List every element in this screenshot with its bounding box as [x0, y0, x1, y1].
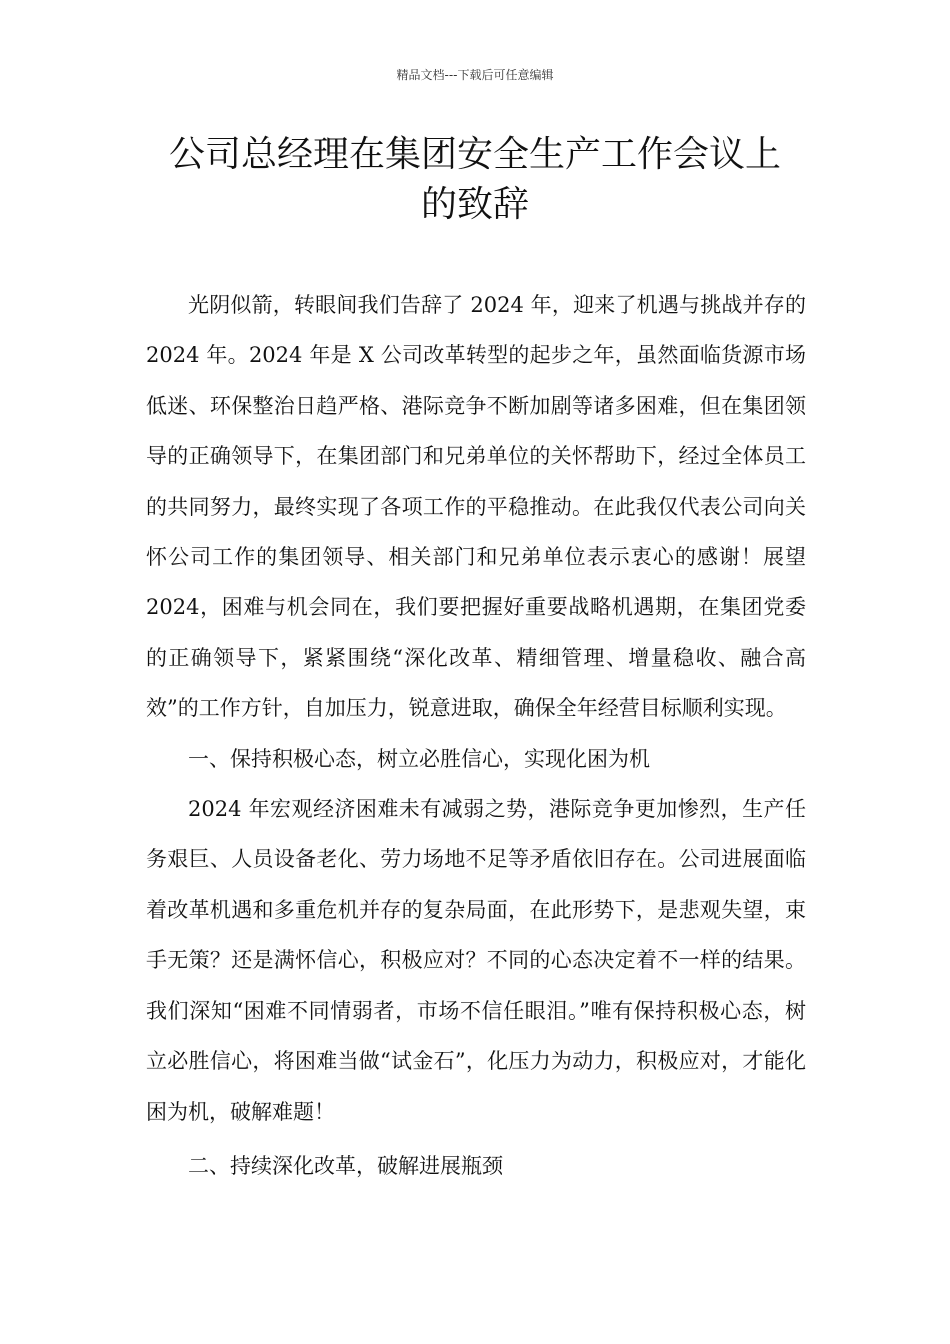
title-line-2: 的致辞: [420, 184, 529, 225]
paragraph-section-1: 2024 年宏观经济困难未有减弱之势，港际竞争更加惨烈，生产任务艰巨、人员设备老化、劳力场地不足等矛盾依旧存在。公司进展面临着改革机遇和多重危机并存的复杂局面，在此形势下，是悲观失望，束手无策？还是满怀信心，积极应对？不同的心态决定着不一样的结果。我们深知“困难不同情弱者，市场不信任眼泪。”唯有保持积极心态，树立必胜信心，将困难当做“试金石”，化压力为动力，积极应对，才能化困为机，破解难题！: [146, 797, 806, 1124]
section-heading-2: 二、持续深化改革，破解进展瓶颈: [188, 1153, 503, 1178]
page-header: 精品文档---下载后可任意编辑: [396, 68, 554, 82]
document-body: [146, 280, 806, 1191]
document-title: [130, 130, 820, 230]
section-heading-1: 一、保持积极心态，树立必胜信心，实现化困为机: [188, 746, 650, 771]
title-line-1: 公司总经理在集团安全生产工作会议上: [168, 134, 781, 175]
paragraph-intro: 光阴似箭，转眼间我们告辞了 2024 年，迎来了机遇与挑战并存的 2024 年。2024 年是 X 公司改革转型的起步之年，虽然面临货源市场低迷、环保整治日趋严格、港际竞争不断加剧等诸多困难，但在集团领导的正确领导下，在集团部门和兄弟单位的关怀帮助下，经过全体员工的共同努力，最终实现了各项工作的平稳推动。在此我仅代表公司向关怀公司工作的集团领导、相关部门和兄弟单位表示衷心的感谢！展望 2024，困难与机会同在，我们要把握好重要战略机遇期，在集团党委的正确领导下，紧紧围绕“深化改革、精细管理、增量稳收、融合高效”的工作方针，自加压力，锐意进取，确保全年经营目标顺利实现。: [146, 293, 806, 721]
